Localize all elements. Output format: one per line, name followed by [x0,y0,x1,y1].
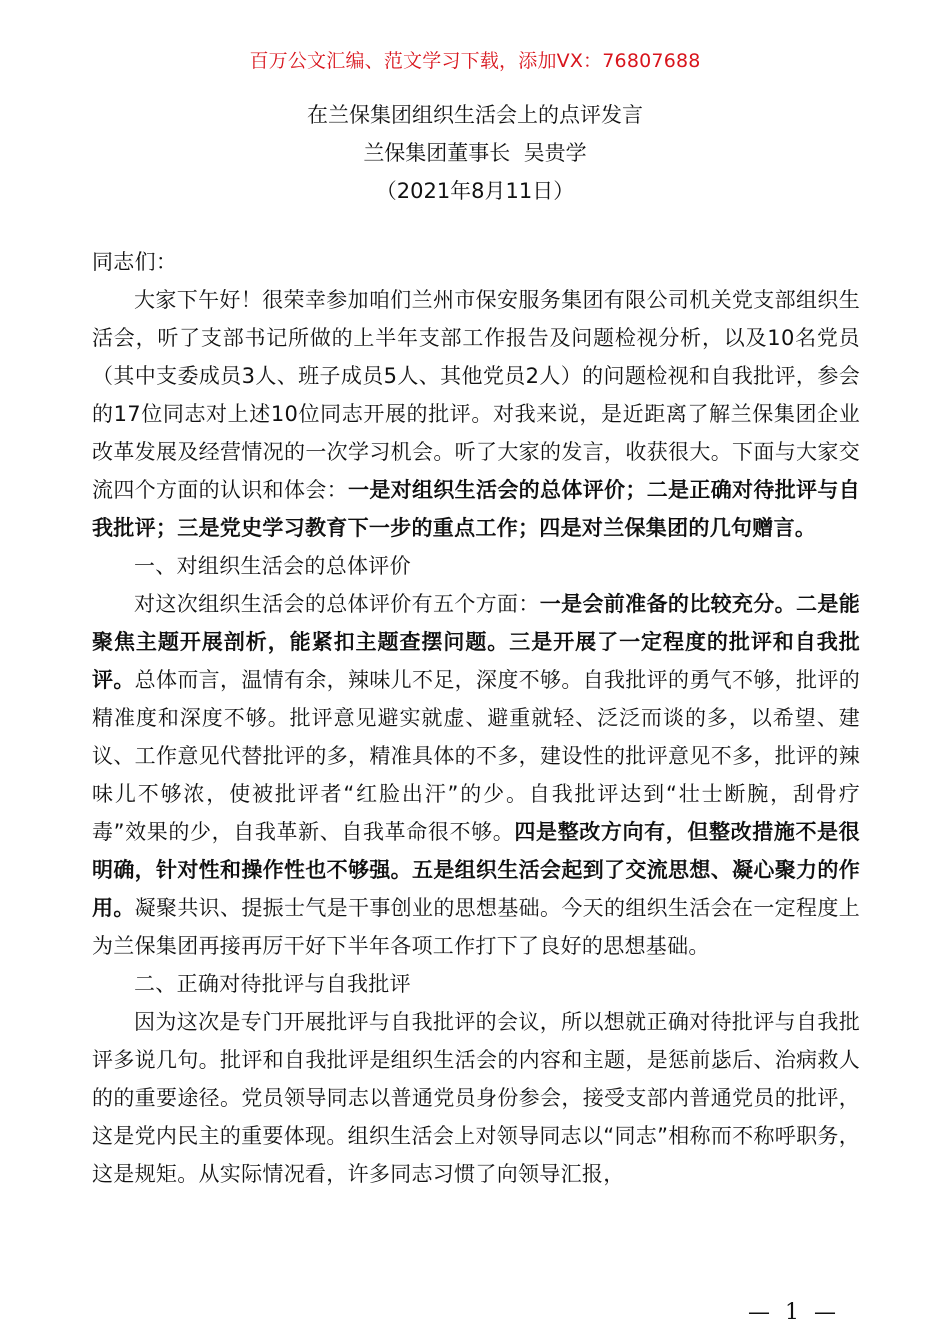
paragraph-evaluation-text-1: 总体而言，温情有余，辣味儿不足，深度不够。自我批评的勇气不够，批评的精准度和深度不够。批评意见避实就虚、避重就轻、泛泛而谈的多，以希望、建议、工作意见代替批评的多，精准具体的不多，建设性的批评意见不多，批评的辣味儿不够浓，使被批评者“红脸出汗”的少。自我批评达到“壮士断腕，刮骨疗毒”效果的少，自我革新、自我革命很不够。 [92,668,860,844]
document-body [92,243,860,1193]
paragraph-evaluation-bold-2: 四是整改方向有，但整改措施不是很明确，针对性和操作性也不够强。五是组织生活会起到了交流思想、凝心聚力的作用。 [92,820,860,920]
paragraph-evaluation [92,585,860,965]
document-date: （2021年8月11日） [375,179,575,203]
section-heading-1: 一、对组织生活会的总体评价 [134,554,411,578]
paragraph-evaluation-bold-1: 一是会前准备的比较充分。二是能聚焦主题开展剖析，能紧扣主题查摆问题。三是开展了一定程度的批评和自我批评。 [92,592,860,692]
salutation: 同志们： [92,250,178,274]
document-title: 在兰保集团组织生活会上的点评发言 [307,103,643,127]
paragraph-evaluation-intro: 对这次组织生活会的总体评价有五个方面： [134,592,540,616]
section-heading-2: 二、正确对待批评与自我批评 [134,972,411,996]
paragraph-intro [92,281,860,547]
paragraph-criticism: 因为这次是专门开展批评与自我批评的会议，所以想就正确对待批评与自我批评多说几句。批评和自我批评是组织生活会的内容和主题，是惩前毖后、治病救人的的重要途径。党员领导同志以普通党员身份参会，接受支部内普通党员的批评，这是党内民主的重要体现。组织生活会上对领导同志以“同志”相称而不称呼职务，这是规矩。从实际情况看，许多同志习惯了向领导汇报， [92,1010,860,1186]
paragraph-intro-bold: 一是对组织生活会的总体评价；二是正确对待批评与自我批评；三是党史学习教育下一步的重点工作；四是对兰保集团的几句赠言。 [92,478,860,540]
paragraph-intro-text: 大家下午好！很荣幸参加咱们兰州市保安服务集团有限公司机关党支部组织生活会，听了支部书记所做的上半年支部工作报告及问题检视分析，以及10名党员（其中支委成员3人、班子成员5人、其他党员2人）的问题检视和自我批评，参会的17位同志对上述10位同志开展的批评。对我来说，是近距离了解兰保集团企业改革发展及经营情况的一次学习机会。听了大家的发言，收获很大。下面与大家交流四个方面的认识和体会： [92,288,860,502]
title-block [0,96,950,210]
document-author: 兰保集团董事长 吴贵学 [363,141,587,165]
page-number: — 1 — [748,1300,840,1325]
watermark-banner: 百万公文汇编、范文学习下载，添加VX：76807688 [249,50,701,72]
paragraph-evaluation-text-2: 凝聚共识、提振士气是干事创业的思想基础。今天的组织生活会在一定程度上为兰保集团再接再厉干好下半年各项工作打下了良好的思想基础。 [92,896,860,958]
